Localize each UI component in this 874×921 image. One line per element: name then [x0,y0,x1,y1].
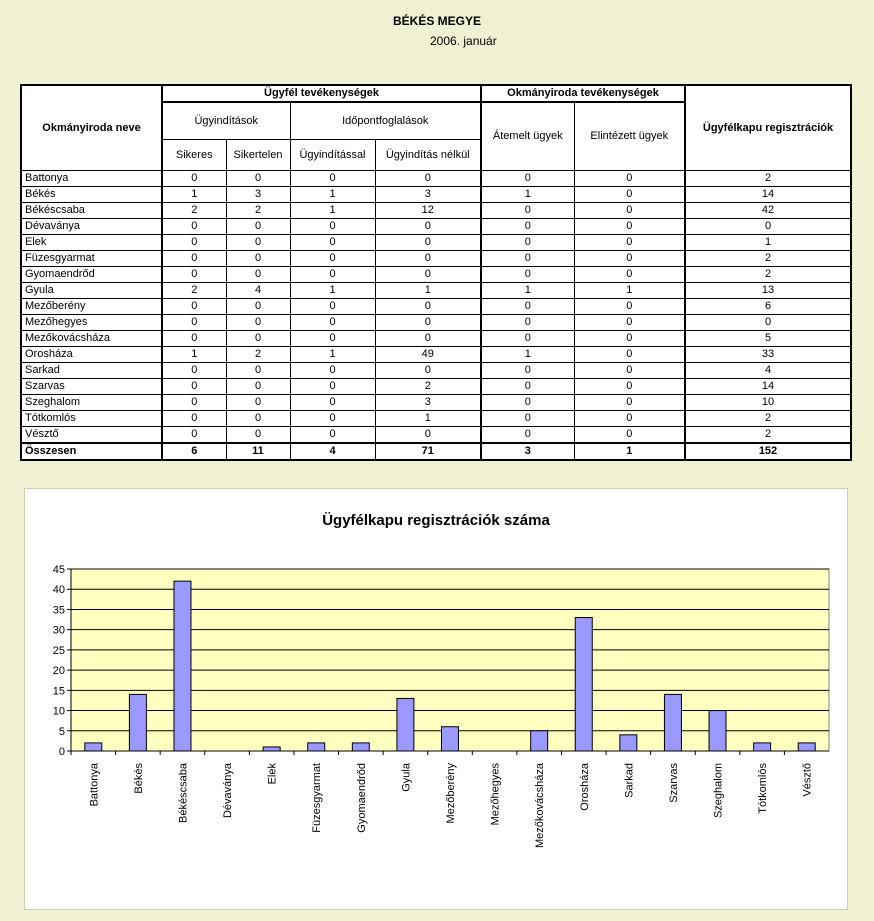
total-cell: 3 [481,443,574,460]
table-cell: 0 [290,267,375,283]
page-subtitle: 2006. január [430,34,497,48]
table-cell: 0 [481,395,574,411]
table-cell: 0 [290,315,375,331]
office-name: Tótkomlós [21,411,162,427]
col-with-case: Ügyindítással [290,140,375,171]
table-cell: 0 [290,251,375,267]
table-cell: 0 [574,187,685,203]
table-cell: 0 [574,347,685,363]
table-cell: 0 [481,331,574,347]
table-row [21,395,851,411]
table-row [21,171,851,187]
total-cell: 11 [226,443,290,460]
x-category-label: Szeghalom [712,763,725,819]
table-cell: 0 [290,331,375,347]
sub-cases: Ügyindítások [162,102,290,140]
table-cell: 0 [375,251,481,267]
table-cell: 13 [685,283,851,299]
table-cell: 1 [290,283,375,299]
table-cell: 0 [375,267,481,283]
office-name: Gyomaendrőd [21,267,162,283]
table-cell: 0 [481,251,574,267]
col-registrations: Ügyfélkapu regisztrációk [685,85,851,171]
office-name: Orosháza [21,347,162,363]
table-cell: 0 [162,411,226,427]
table-cell: 0 [290,427,375,444]
table-cell: 2 [685,411,851,427]
table-cell: 0 [290,219,375,235]
total-cell: 1 [574,443,685,460]
table-cell: 0 [226,251,290,267]
table-cell: 0 [481,203,574,219]
y-tick-label: 10 [52,705,65,718]
office-name: Füzesgyarmat [21,251,162,267]
registrations-chart [24,488,848,910]
x-category-label: Békéscsaba [177,763,190,823]
y-tick-label: 0 [58,746,65,758]
table-cell: 0 [162,299,226,315]
table-cell: 0 [226,299,290,315]
table-cell: 2 [685,251,851,267]
table-cell: 1 [481,347,574,363]
table-cell: 0 [481,427,574,444]
table-cell: 10 [685,395,851,411]
table-cell: 0 [481,171,574,187]
table-cell: 0 [574,171,685,187]
office-name: Békéscsaba [21,203,162,219]
table-cell: 14 [685,379,851,395]
bar [397,698,414,751]
table-cell: 0 [481,379,574,395]
table-cell: 1 [162,347,226,363]
table-cell: 1 [375,283,481,299]
table-cell: 42 [685,203,851,219]
table-cell: 0 [226,331,290,347]
x-category-label: Gyomaendrőd [355,763,368,833]
bar [754,743,771,751]
bar [664,694,681,751]
table-cell: 2 [162,283,226,299]
table-row [21,315,851,331]
col-without-case: Ügyindítás nélkül [375,140,481,171]
table-cell: 0 [375,315,481,331]
x-category-label: Vésztő [801,763,814,797]
x-category-label: Mezőhegyes [489,763,502,826]
table-cell: 0 [574,411,685,427]
table-row [21,267,851,283]
x-category-label: Elek [266,763,279,785]
x-category-label: Gyula [400,763,413,792]
table-cell: 2 [162,203,226,219]
table-cell: 0 [375,299,481,315]
table-cell: 0 [162,251,226,267]
office-name: Battonya [21,171,162,187]
table-cell: 0 [481,411,574,427]
bar [352,743,369,751]
table-cell: 1 [375,411,481,427]
office-name: Sarkad [21,363,162,379]
table-cell: 0 [226,379,290,395]
table-cell: 49 [375,347,481,363]
office-name: Békés [21,187,162,203]
table-cell: 0 [226,411,290,427]
table-cell: 2 [226,347,290,363]
table-cell: 0 [574,331,685,347]
table-cell: 0 [162,331,226,347]
table-cell: 5 [685,331,851,347]
office-name: Mezőhegyes [21,315,162,331]
chart-title: Ügyfélkapu regisztrációk száma [322,512,550,529]
x-category-label: Orosháza [578,763,591,811]
table-cell: 2 [375,379,481,395]
y-tick-label: 35 [52,604,65,617]
table-cell: 0 [574,203,685,219]
table-cell: 2 [685,427,851,444]
table-cell: 0 [481,315,574,331]
table-cell: 0 [290,395,375,411]
table-cell: 0 [162,235,226,251]
x-category-label: Sarkad [623,763,636,798]
col-processed: Elintézett ügyek [574,102,685,171]
table-cell: 0 [375,235,481,251]
table-cell: 1 [290,347,375,363]
office-name: Mezőkovácsháza [21,331,162,347]
y-tick-label: 40 [52,584,65,597]
office-name: Gyula [21,283,162,299]
table-row [21,299,851,315]
table-row [21,251,851,267]
table-cell: 0 [162,219,226,235]
y-tick-label: 5 [58,725,65,738]
table-cell: 0 [574,395,685,411]
table-cell: 1 [685,235,851,251]
table-cell: 1 [290,203,375,219]
bar [798,743,815,751]
table-cell: 1 [290,187,375,203]
table-cell: 3 [375,395,481,411]
bar [129,694,146,751]
y-tick-label: 25 [52,644,65,657]
table-cell: 0 [574,363,685,379]
table-cell: 3 [375,187,481,203]
table-row [21,235,851,251]
table-cell: 0 [162,267,226,283]
table-row [21,347,851,363]
table-cell: 0 [375,427,481,444]
x-category-label: Dévaványa [222,763,235,819]
col-success: Sikeres [162,140,226,171]
group-office-activities: Okmányiroda tevékenységek [481,85,685,102]
office-name: Vésztő [21,427,162,444]
bar [531,731,548,751]
office-name: Elek [21,235,162,251]
table-row [21,203,851,219]
table-row [21,219,851,235]
office-name: Szarvas [21,379,162,395]
bar [174,581,191,751]
table-cell: 0 [574,251,685,267]
col-transferred: Átemelt ügyek [481,102,574,171]
y-tick-label: 20 [52,665,65,678]
table-cell: 0 [226,315,290,331]
table-cell: 0 [685,315,851,331]
total-cell: 71 [375,443,481,460]
table-cell: 12 [375,203,481,219]
table-cell: 0 [574,379,685,395]
table-cell: 0 [375,363,481,379]
table-cell: 1 [481,283,574,299]
total-row [21,443,851,460]
table-cell: 0 [226,235,290,251]
total-cell: 4 [290,443,375,460]
table-cell: 14 [685,187,851,203]
table-cell: 0 [481,267,574,283]
table-cell: 4 [685,363,851,379]
bar [85,743,102,751]
registrations-table [20,84,852,461]
table-cell: 0 [574,267,685,283]
table-cell: 0 [481,219,574,235]
bar [575,618,592,751]
table-cell: 0 [226,363,290,379]
y-tick-label: 30 [52,624,65,637]
page-title: BÉKÉS MEGYE [392,14,482,28]
table-cell: 0 [290,235,375,251]
table-cell: 2 [685,171,851,187]
bar [263,747,280,751]
table-row [21,283,851,299]
table-cell: 0 [685,219,851,235]
table-cell: 0 [290,363,375,379]
table-row [21,187,851,203]
table-cell: 4 [226,283,290,299]
table-cell: 0 [574,299,685,315]
table-cell: 0 [226,395,290,411]
table-cell: 0 [290,411,375,427]
table-cell: 1 [162,187,226,203]
table-row [21,427,851,444]
total-label: Összesen [21,443,162,460]
total-cell: 6 [162,443,226,460]
table-cell: 0 [481,235,574,251]
x-category-label: Mezőkovácsháza [534,763,547,848]
office-name: Szeghalom [21,395,162,411]
office-name: Dévaványa [21,219,162,235]
table-cell: 0 [162,315,226,331]
sub-appointments: Időpontfoglalások [290,102,481,140]
table-row [21,411,851,427]
table-cell: 0 [375,331,481,347]
x-category-label: Battonya [88,763,101,807]
bar [442,727,459,751]
table-cell: 0 [375,219,481,235]
x-category-label: Szarvas [667,763,680,803]
table-cell: 0 [226,427,290,444]
table-cell: 0 [162,171,226,187]
x-category-label: Békés [132,763,145,794]
table-cell: 0 [226,267,290,283]
office-name: Mezőberény [21,299,162,315]
table-row [21,331,851,347]
group-client-activities: Ügyfél tevékenységek [162,85,481,102]
col-office-name: Okmányiroda neve [21,85,162,171]
bar [308,743,325,751]
table-cell: 0 [162,363,226,379]
table-cell: 1 [481,187,574,203]
table-row [21,363,851,379]
table-cell: 0 [226,219,290,235]
table-cell: 2 [226,203,290,219]
table-cell: 0 [290,379,375,395]
total-cell: 152 [685,443,851,460]
table-cell: 0 [226,171,290,187]
table-row [21,379,851,395]
table-cell: 1 [574,283,685,299]
table-cell: 0 [574,235,685,251]
table-cell: 0 [162,379,226,395]
table-cell: 2 [685,267,851,283]
table-cell: 0 [162,427,226,444]
table-cell: 0 [574,315,685,331]
col-fail: Sikertelen [226,140,290,171]
table-cell: 6 [685,299,851,315]
table-cell: 0 [162,395,226,411]
table-cell: 33 [685,347,851,363]
x-category-label: Füzesgyarmat [311,763,324,833]
table-cell: 0 [290,171,375,187]
table-cell: 0 [481,363,574,379]
bar [709,711,726,751]
table-cell: 0 [574,219,685,235]
x-category-label: Mezőberény [445,763,457,824]
x-category-label: Tótkomlós [757,763,770,814]
table-cell: 0 [574,427,685,444]
table-cell: 0 [290,299,375,315]
bar [620,735,637,751]
bar-chart-svg [25,489,847,909]
table-cell: 3 [226,187,290,203]
table-cell: 0 [481,299,574,315]
y-tick-label: 15 [52,685,65,698]
y-tick-label: 45 [52,564,65,576]
table-cell: 0 [375,171,481,187]
